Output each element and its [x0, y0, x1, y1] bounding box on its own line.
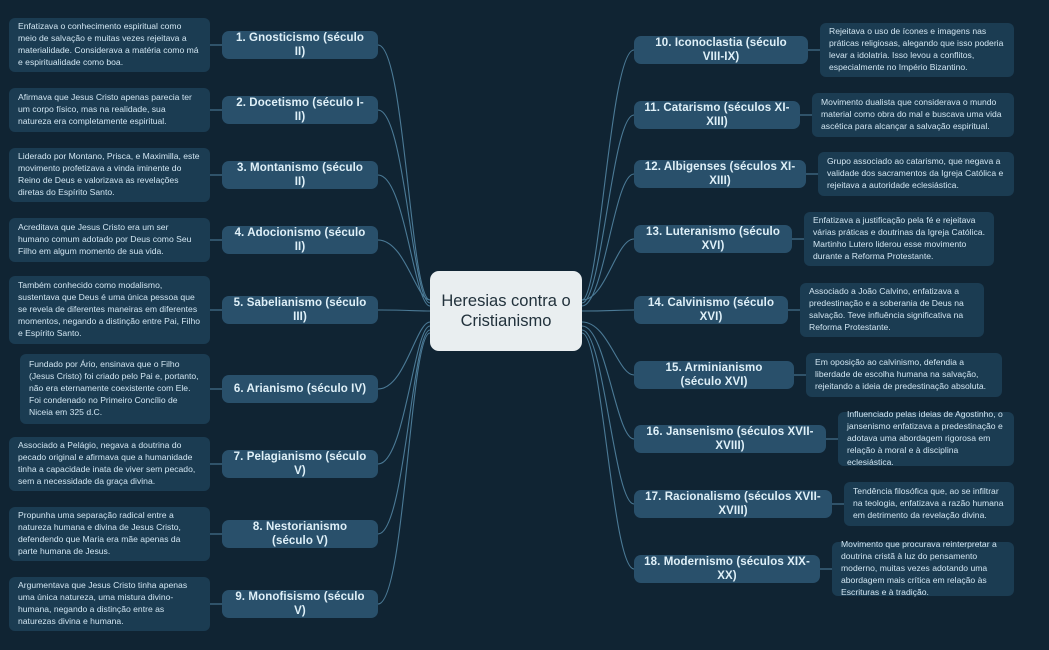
description-16	[838, 409, 1014, 467]
branch-label: 5. Sabelianismo (século III)	[233, 296, 367, 323]
branch-node-jansenismo[interactable]	[634, 425, 826, 453]
branch-node-nestorianismo[interactable]	[222, 520, 378, 548]
branch-label: 18. Modernismo (séculos XIX-XX)	[644, 555, 810, 582]
branch-label: 4. Adocionismo (século II)	[234, 226, 366, 253]
description-11	[812, 93, 1014, 137]
branch-label: 13. Luteranismo (século XVI)	[646, 225, 780, 252]
description-text: Liderado por Montano, Prisca, e Maximilla, este movimento profetizava a vinda iminente do Reino de Deus e valorizava as revelações diretas do Espírito Santo.	[18, 151, 200, 197]
branch-label: 11. Catarismo (séculos XI-XIII)	[644, 101, 790, 128]
description-text: Argumentava que Jesus Cristo tinha apenas uma única natureza, uma mistura divino-humana, negando a distinção entre as naturezas divina e humana.	[18, 580, 188, 626]
description-5	[9, 276, 210, 344]
branch-node-gnosticismo[interactable]	[222, 31, 378, 59]
branch-node-montanismo[interactable]	[222, 161, 378, 189]
branch-label: 3. Montanismo (século II)	[236, 161, 364, 188]
branch-node-arminianismo[interactable]	[634, 361, 794, 389]
description-text: Enfatizava a justificação pela fé e rejeitava várias práticas e doutrinas da Igreja Católica. Martinho Lutero liderou esse movimento durante a Reforma Protestante.	[813, 215, 985, 261]
description-text: Em oposição ao calvinismo, defendia a liberdade de escolha humana na salvação, rejeitando a ideia de predestinação absoluta.	[815, 357, 987, 391]
description-18	[832, 539, 1014, 597]
description-text: Fundado por Ário, ensinava que o Filho (Jesus Cristo) foi criado pelo Pai e, portanto, não era eternamente coexistente com Ele. Foi condenado no Primeiro Concílio de Niceia em 325 d.C.	[29, 359, 199, 417]
description-text: Movimento que procurava reinterpretar a doutrina cristã à luz do pensamento moderno, muitas vezes adotando uma abordagem mais crítica em relação às Escrituras e à tradição.	[841, 539, 997, 597]
branch-label: 15. Arminianismo (século XVI)	[665, 361, 763, 388]
description-text: Associado a Pelágio, negava a doutrina do pecado original e afirmava que a humanidade tinha a capacidade inata de viver sem pecado, sem a necessidade da graça divina.	[18, 440, 196, 486]
description-4	[9, 218, 210, 262]
branch-node-modernismo[interactable]	[634, 555, 820, 583]
branch-node-docetismo[interactable]	[222, 96, 378, 124]
description-6	[20, 354, 210, 424]
branch-label: 12. Albigenses (séculos XI-XIII)	[644, 160, 796, 187]
branch-label: 16. Jansenismo (séculos XVII-XVIII)	[646, 425, 814, 452]
branch-node-sabelianismo[interactable]	[222, 296, 378, 324]
description-3	[9, 148, 210, 202]
branch-node-arianismo[interactable]	[222, 375, 378, 403]
branch-node-catarismo[interactable]	[634, 101, 800, 129]
branch-label: 2. Docetismo (século I-II)	[236, 96, 364, 123]
branch-label: 14. Calvinismo (século XVI)	[647, 296, 775, 323]
branch-node-iconoclastia[interactable]	[634, 36, 808, 64]
description-10	[820, 23, 1014, 77]
description-text: Associado a João Calvino, enfatizava a predestinação e a soberania de Deus na salvação. Teve influência significativa na Reforma Protestante.	[809, 286, 964, 332]
description-text: Movimento dualista que considerava o mundo material como obra do mal e buscava uma vida ascética para alcançar a salvação espiritual.	[821, 97, 1002, 131]
description-9	[9, 577, 210, 631]
description-14	[800, 283, 984, 337]
branch-label: 9. Monofisismo (século V)	[235, 590, 365, 617]
branch-node-monofisismo[interactable]	[222, 590, 378, 618]
description-8	[9, 507, 210, 561]
description-text: Influenciado pelas ideias de Agostinho, o jansenismo enfatizava a predestinação e adotava uma abordagem rigorosa em relação à moral e à disciplina eclesiástica.	[847, 409, 1003, 467]
description-1	[9, 18, 210, 72]
description-15	[806, 353, 1002, 397]
central-topic[interactable]	[430, 271, 582, 351]
description-text: Grupo associado ao catarismo, que negava a validade dos sacramentos da Igreja Católica e rejeitava a autoridade eclesiástica.	[827, 156, 1004, 190]
branch-node-adocionismo[interactable]	[222, 226, 378, 254]
branch-label: 10. Iconoclastia (século VIII-IX)	[655, 36, 787, 63]
description-text: Acreditava que Jesus Cristo era um ser humano comum adotado por Deus como Seu Filho em algum momento de sua vida.	[18, 222, 192, 256]
branch-node-calvinismo[interactable]	[634, 296, 788, 324]
branch-label: 17. Racionalismo (séculos XVII-XVIII)	[645, 490, 821, 517]
description-2	[9, 88, 210, 132]
branch-node-albigenses[interactable]	[634, 160, 806, 188]
description-text: Enfatizava o conhecimento espiritual como meio de salvação e muitas vezes rejeitava a materialidade. Considerava a matéria como má e espiritualidade como boa.	[18, 21, 199, 67]
branch-label: 6. Arianismo (século IV)	[233, 382, 367, 395]
description-text: Propunha uma separação radical entre a natureza humana e divina de Jesus Cristo, defendendo que Maria era mãe apenas da parte humana de Jesus.	[18, 510, 181, 556]
description-text: Tendência filosófica que, ao se infiltrar na teologia, enfatizava a razão humana em detrimento da revelação divina.	[853, 486, 1004, 520]
description-12	[818, 152, 1014, 196]
description-13	[804, 212, 994, 266]
branch-label: 1. Gnosticismo (século II)	[235, 31, 365, 58]
branch-label: 8. Nestorianismo (século V)	[252, 520, 348, 547]
branch-label: 7. Pelagianismo (século V)	[233, 450, 367, 477]
description-17	[844, 482, 1014, 526]
description-text: Rejeitava o uso de ícones e imagens nas práticas religiosas, alegando que isso poderia levar a idolatria. Isso levou a conflitos, especialmente no Império Bizantino.	[829, 26, 1004, 72]
description-text: Também conhecido como modalismo, sustentava que Deus é uma única pessoa que se revela de diferentes maneiras em diferentes momentos, negando a distinção entre Pai, Filho e Espírito Santo.	[18, 280, 201, 338]
branch-node-luteranismo[interactable]	[634, 225, 792, 253]
branch-node-racionalismo[interactable]	[634, 490, 832, 518]
description-7	[9, 437, 210, 491]
central-topic-label: Heresias contra o Cristianismo	[441, 291, 571, 330]
branch-node-pelagianismo[interactable]	[222, 450, 378, 478]
description-text: Afirmava que Jesus Cristo apenas parecia ter um corpo físico, mas na realidade, sua natureza era completamente espiritual.	[18, 92, 192, 126]
